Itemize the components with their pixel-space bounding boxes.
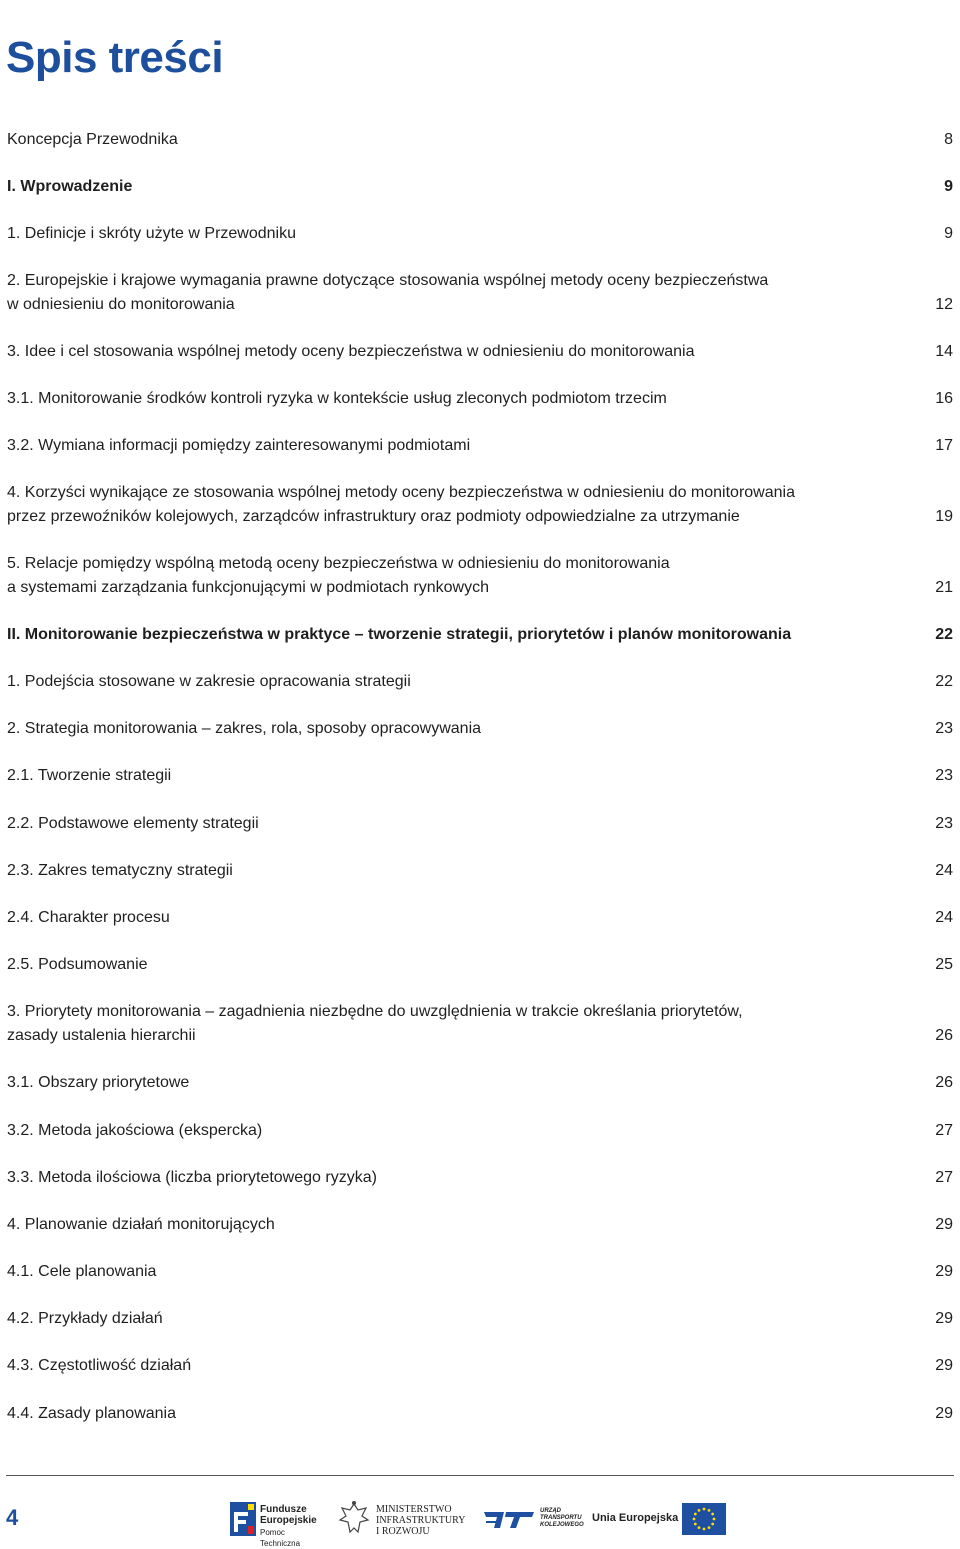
toc-entry-title: 2.4. Charakter procesu	[7, 909, 170, 926]
toc-entry[interactable]	[7, 717, 953, 741]
toc-entry[interactable]	[7, 1354, 953, 1378]
page-title: Spis treści	[6, 33, 224, 82]
page-number: 4	[6, 1505, 19, 1530]
fundusze-europejskie-emblem-icon	[230, 1502, 256, 1536]
toc-entry[interactable]	[7, 269, 953, 317]
toc-entry-page: 24	[935, 862, 953, 879]
toc-entry-page: 29	[935, 1263, 953, 1280]
toc-entry-title: 3.3. Metoda ilościowa (liczba priorytetowego ryzyka)	[7, 1169, 377, 1186]
fe-line2: Europejskie	[260, 1515, 317, 1526]
toc-entry-title: 3.1. Monitorowanie środków kontroli ryzyka w kontekście usług zleconych podmiotom trzecim	[7, 390, 667, 407]
mi-line3: I ROZWOJU	[376, 1526, 430, 1537]
toc-entry[interactable]	[7, 906, 953, 930]
toc-entry-page: 27	[935, 1169, 953, 1186]
toc-entry[interactable]	[7, 953, 953, 977]
toc-entry[interactable]	[7, 552, 953, 600]
eu-star-icon	[703, 1508, 706, 1511]
polish-eagle-icon	[338, 1500, 370, 1536]
mi-line1: MINISTERSTWO	[376, 1504, 452, 1515]
footer-divider	[6, 1475, 954, 1476]
toc-entry-title: 2.3. Zakres tematyczny strategii	[7, 862, 233, 879]
toc-entry[interactable]	[7, 1402, 953, 1426]
eu-star-icon	[708, 1526, 711, 1529]
toc-entry-title: 4.1. Cele planowania	[7, 1263, 157, 1280]
toc-entry-title: 4.2. Przykłady działań	[7, 1310, 163, 1327]
toc-entry-page: 23	[935, 720, 953, 737]
toc-entry-title: 2. Europejskie i krajowe wymagania prawne dotyczące stosowania wspólnej metody oceny bezpieczeństwa w odniesieniu do monitorowania	[7, 272, 769, 313]
toc-entry-page: 14	[935, 343, 953, 360]
toc-entry-page: 29	[935, 1405, 953, 1422]
toc-entry-page: 29	[935, 1310, 953, 1327]
toc-entry-title: 4. Planowanie działań monitorujących	[7, 1216, 275, 1233]
toc-entry[interactable]	[7, 1260, 953, 1284]
utk-line2: TRANSPORTU	[540, 1515, 582, 1521]
eu-star-icon	[698, 1509, 701, 1512]
toc-entry-page: 9	[944, 225, 953, 242]
toc-entry-page: 8	[944, 131, 953, 148]
toc-entry-title: Koncepcja Przewodnika	[7, 131, 178, 148]
mi-line2: INFRASTRUKTURY	[376, 1515, 466, 1526]
toc-entry-page: 22	[935, 626, 953, 643]
toc-entry-page: 16	[935, 390, 953, 407]
toc-entry-title: 3. Idee i cel stosowania wspólnej metody oceny bezpieczeństwa w odniesieniu do monitorowania	[7, 343, 695, 360]
toc-entry-title: I. Wprowadzenie	[7, 178, 133, 195]
utk-logo	[482, 1500, 582, 1538]
eu-star-icon	[694, 1513, 697, 1516]
toc-entry[interactable]	[7, 623, 953, 647]
toc-entry-title: 2. Strategia monitorowania – zakres, rola, sposoby opracowywania	[7, 720, 482, 737]
toc-entry-page: 23	[935, 767, 953, 784]
toc-entry-title: 1. Podejścia stosowane w zakresie opracowania strategii	[7, 673, 411, 690]
toc-entry[interactable]	[7, 670, 953, 694]
ministerstwo-logo	[338, 1500, 468, 1538]
toc-entry-page: 23	[935, 815, 953, 832]
toc-entry-title: 3.2. Metoda jakościowa (ekspercka)	[7, 1122, 263, 1139]
toc-entry-page: 19	[935, 508, 953, 525]
unia-europejska-logo	[592, 1500, 732, 1538]
toc-entry-title: 3.1. Obszary priorytetowe	[7, 1074, 190, 1091]
toc-entry-title: II. Monitorowanie bezpieczeństwa w praktyce – tworzenie strategii, priorytetów i planów monitorowania	[7, 626, 792, 643]
toc-entry[interactable]	[7, 1071, 953, 1095]
toc-entry[interactable]	[7, 1166, 953, 1190]
toc-entry-page: 24	[935, 909, 953, 926]
toc-entry-title: 3. Priorytety monitorowania – zagadnienia niezbędne do uwzględnienia w trakcie określania priorytetów, zasady ustalenia hierarchii	[7, 1003, 743, 1044]
toc-entry-title: 4. Korzyści wynikające ze stosowania wspólnej metody oceny bezpieczeństwa w odniesieniu do monitorowania przez przewoźników kolejowych, zarządców infrastruktury oraz podmioty odpowiedzialne za utrzymanie	[7, 484, 795, 525]
fe-line3: Pomoc Techniczna	[260, 1528, 301, 1548]
eu-star-icon	[711, 1523, 714, 1526]
toc-entry[interactable]	[7, 764, 953, 788]
toc-entry[interactable]	[7, 1119, 953, 1143]
toc-entry[interactable]	[7, 434, 953, 458]
utk-emblem-icon	[482, 1508, 536, 1532]
utk-line1: URZĄD	[540, 1508, 561, 1514]
toc-entry-title: 2.5. Podsumowanie	[7, 956, 148, 973]
toc-entry-page: 25	[935, 956, 953, 973]
eu-star-icon	[708, 1509, 711, 1512]
toc-entry[interactable]	[7, 1000, 953, 1048]
eu-label: Unia Europejska	[592, 1512, 679, 1524]
toc-entry-page: 9	[944, 178, 953, 195]
toc-entry-page: 21	[935, 579, 953, 596]
utk-line3: KOLEJOWEGO	[540, 1522, 584, 1528]
toc-entry[interactable]	[7, 340, 953, 364]
toc-entry-page: 22	[935, 673, 953, 690]
eu-star-icon	[698, 1526, 701, 1529]
eu-star-icon	[693, 1518, 696, 1521]
toc-entry[interactable]	[7, 859, 953, 883]
eu-flag-icon	[682, 1503, 726, 1535]
toc-entry-title: 4.4. Zasady planowania	[7, 1405, 176, 1422]
fe-line1: Fundusze	[260, 1504, 307, 1515]
toc-entry-title: 2.2. Podstawowe elementy strategii	[7, 815, 259, 832]
toc-entry-title: 2.1. Tworzenie strategii	[7, 767, 172, 784]
toc-entry[interactable]	[7, 1307, 953, 1331]
toc-entry-page: 17	[935, 437, 953, 454]
toc-entry-title: 3.2. Wymiana informacji pomiędzy zainteresowanymi podmiotami	[7, 437, 471, 454]
toc-entry[interactable]	[7, 175, 953, 199]
toc-entry[interactable]	[7, 387, 953, 411]
toc-entry-title: 4.3. Częstotliwość działań	[7, 1357, 192, 1374]
toc-entry[interactable]	[7, 1213, 953, 1237]
toc-entry-title: 1. Definicje i skróty użyte w Przewodniku	[7, 225, 296, 242]
toc-entry[interactable]	[7, 128, 953, 152]
toc-entry[interactable]	[7, 812, 953, 836]
toc-entry-page: 12	[935, 296, 953, 313]
toc-entry-page: 27	[935, 1122, 953, 1139]
toc-entry-title: 5. Relacje pomiędzy wspólną metodą oceny bezpieczeństwa w odniesieniu do monitorowania a systemami zarządzania funkcjonującymi w podmiotach rynkowych	[7, 555, 670, 596]
toc-entry-page: 26	[935, 1074, 953, 1091]
eu-star-icon	[711, 1513, 714, 1516]
toc-entry[interactable]	[7, 222, 953, 246]
eu-star-icon	[703, 1528, 706, 1531]
toc-entry-page: 29	[935, 1357, 953, 1374]
eu-star-icon	[713, 1518, 716, 1521]
eu-star-icon	[694, 1523, 697, 1526]
toc-entry-page: 29	[935, 1216, 953, 1233]
toc-entry-page: 26	[935, 1027, 953, 1044]
toc-entry[interactable]	[7, 481, 953, 529]
fundusze-europejskie-logo	[230, 1500, 320, 1548]
